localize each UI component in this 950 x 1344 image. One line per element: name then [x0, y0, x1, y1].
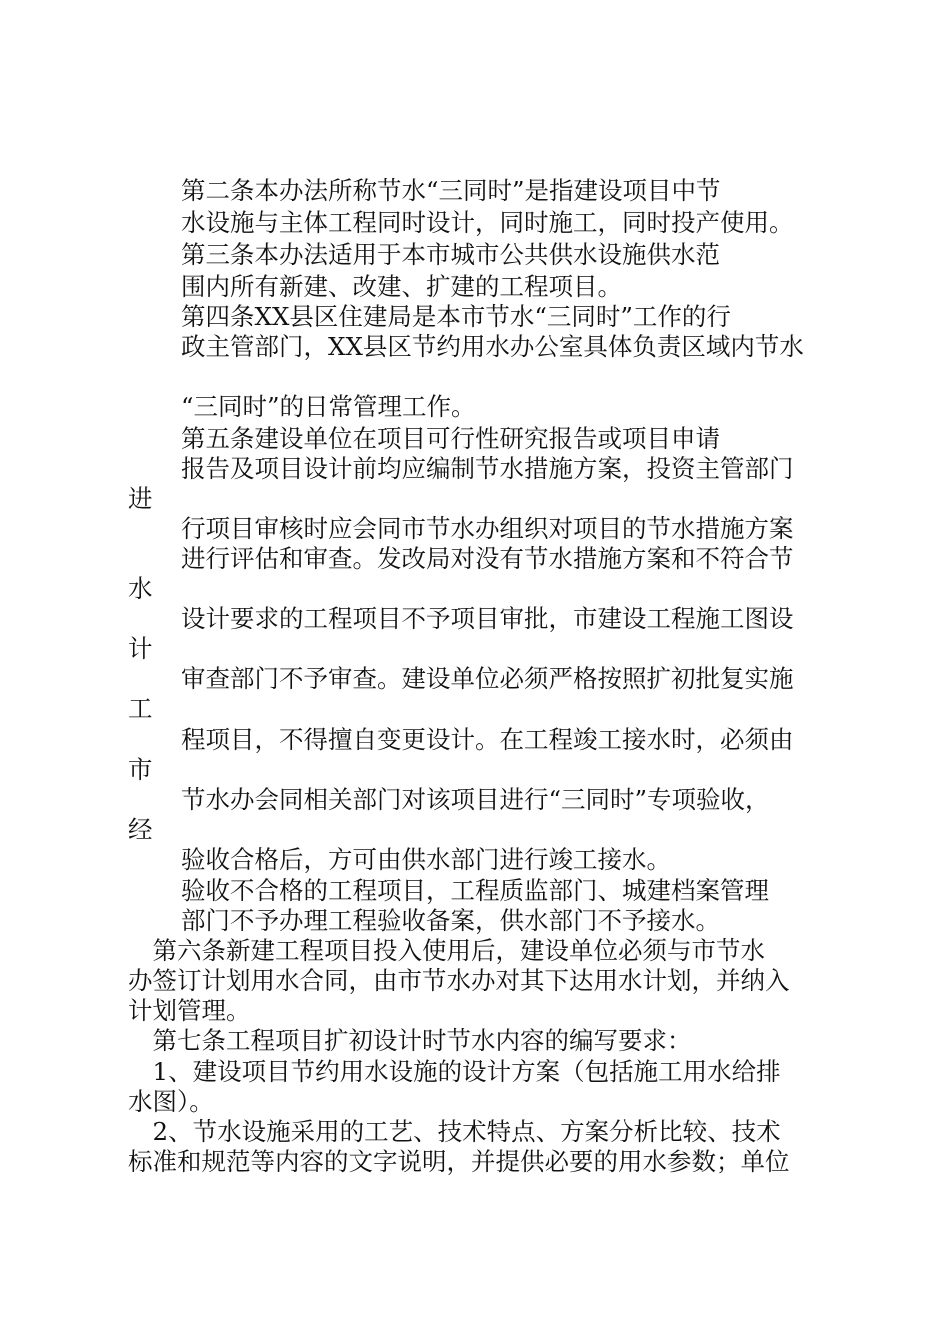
paragraph-line: 程项目，不得擅自变更设计。在工程竣工接水时，必须由: [181, 725, 794, 754]
paragraph-line: 第五条建设单位在项目可行性研究报告或项目申请: [181, 424, 720, 453]
paragraph-line: 水图）。: [128, 1087, 214, 1116]
paragraph-line: 第七条工程项目扩初设计时节水内容的编写要求：: [128, 1026, 692, 1055]
paragraph-line: 1、建设项目节约用水设施的设计方案（包括施工用水给排: [128, 1057, 781, 1086]
paragraph-line: 水设施与主体工程同时设计，同时施工，同时投产使用。: [181, 208, 794, 237]
paragraph-line: 市: [128, 755, 153, 784]
paragraph-line: 标准和规范等内容的文字说明，并提供必要的用水参数；单位: [128, 1147, 790, 1176]
paragraph-line: 围内所有新建、改建、扩建的工程项目。: [181, 272, 622, 301]
paragraph-line: 水: [128, 574, 153, 603]
paragraph-line: 第四条XX县区住建局是本市节水“三同时”工作的行: [181, 302, 731, 331]
paragraph-line: 进行评估和审查。发改局对没有节水措施方案和不符合节: [181, 544, 794, 573]
paragraph-line: 2、节水设施采用的工艺、技术特点、方案分析比较、技术: [128, 1117, 781, 1146]
paragraph-line: 节水办会同相关部门对该项目进行“三同时”专项验收，: [181, 785, 770, 814]
paragraph-line: 第二条本办法所称节水“三同时”是指建设项目中节: [181, 176, 721, 205]
paragraph-line: 政主管部门，XX县区节约用水办公室具体负责区域内节水: [181, 332, 804, 361]
paragraph-line: 设计要求的工程项目不予项目审批，市建设工程施工图设: [181, 604, 794, 633]
paragraph-line: 第三条本办法适用于本市城市公共供水设施供水范: [181, 240, 720, 269]
paragraph-line: 计: [128, 634, 153, 663]
paragraph-line: 部门不予办理工程验收备案，供水部门不予接水。: [181, 906, 720, 935]
paragraph-line: 计划管理。: [128, 996, 251, 1025]
paragraph-line: 经: [128, 815, 153, 844]
paragraph-line: 验收不合格的工程项目，工程质监部门、城建档案管理: [181, 876, 769, 905]
paragraph-line: 进: [128, 484, 153, 513]
paragraph-line: 行项目审核时应会同市节水办组织对项目的节水措施方案: [181, 514, 794, 543]
paragraph-line: 办签订计划用水合同，由市节水办对其下达用水计划，并纳入: [128, 966, 790, 995]
paragraph-line: 第六条新建工程项目投入使用后，建设单位必须与市节水: [128, 936, 765, 965]
paragraph-line: 报告及项目设计前均应编制节水措施方案，投资主管部门: [181, 454, 794, 483]
paragraph-line: 验收合格后，方可由供水部门进行竣工接水。: [181, 845, 671, 874]
paragraph-line: “三同时”的日常管理工作。: [181, 392, 476, 421]
paragraph-line: 审查部门不予审查。建设单位必须严格按照扩初批复实施: [181, 664, 794, 693]
paragraph-line: 工: [128, 694, 153, 723]
